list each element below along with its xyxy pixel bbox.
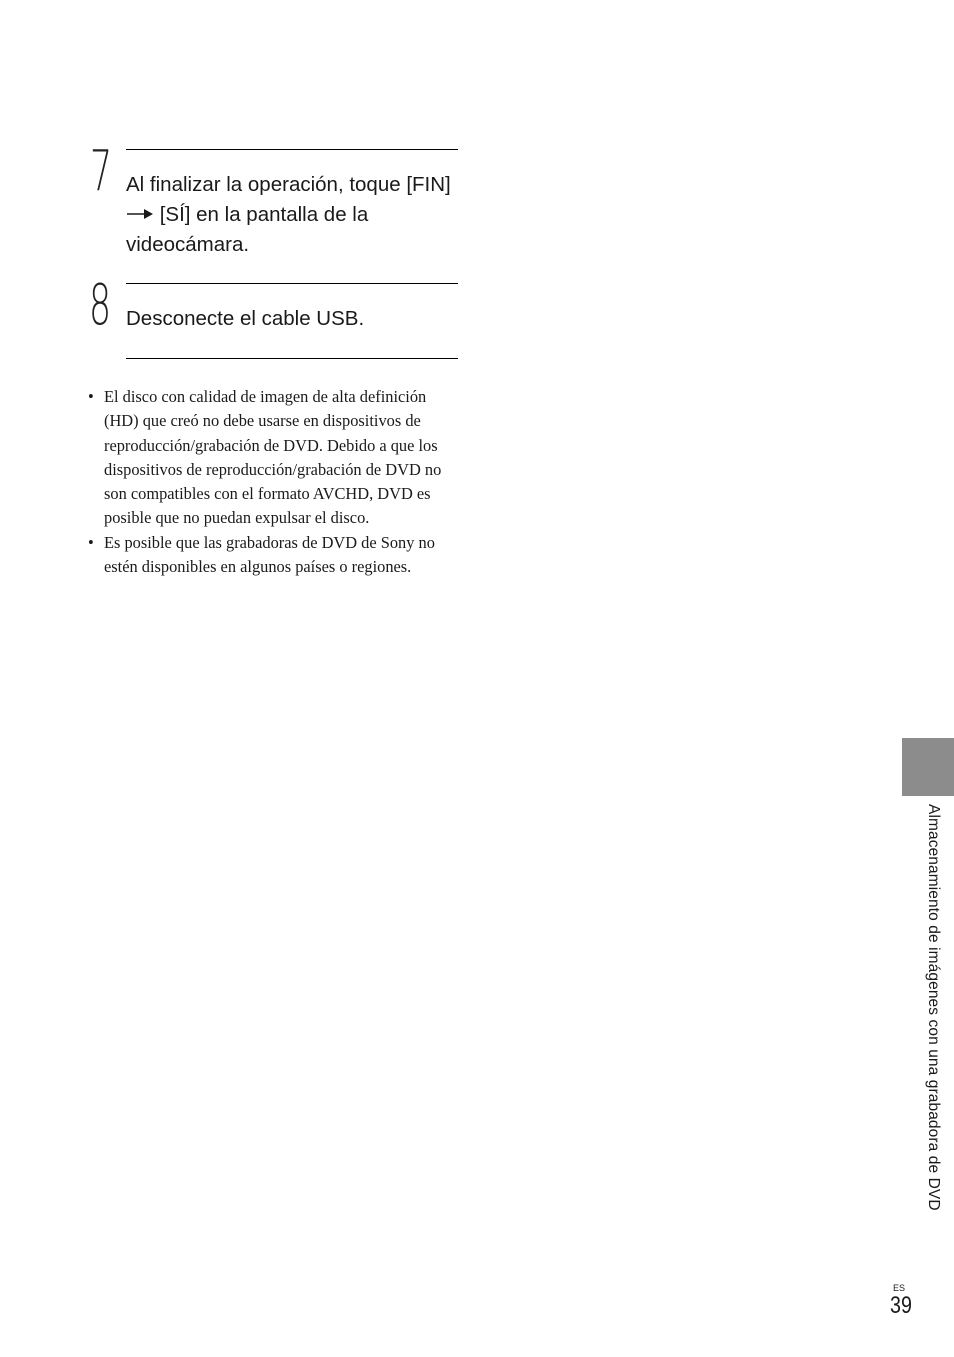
step-8-instruction: Desconecte el cable USB. (126, 307, 365, 330)
note-item (88, 385, 448, 531)
notes-list (88, 385, 448, 579)
steps-bottom-rule (126, 358, 458, 359)
step-7-top-rule (126, 149, 458, 150)
step-7-instruction (126, 170, 466, 260)
note-text: Es posible que las grabadoras de DVD de Sony no estén disponibles en algunos países o regiones. (104, 532, 435, 577)
note-text: El disco con calidad de imagen de alta definición (HD) que creó no debe usarse en dispositivos de reproducción/grabación de DVD. Debido a que los dispositivos de reproducción/grabación de DVD no son compatibles con el formato AVCHD, DVD es posible que no puedan expulsar el disco. (104, 387, 442, 528)
bullet-icon: • (88, 532, 94, 552)
step-7-text-part-1: Al finalizar la operación, toque [FIN] (126, 173, 451, 196)
bullet-icon: • (88, 387, 94, 406)
note-item (88, 531, 448, 580)
step-7-number: 7 (90, 139, 113, 204)
language-code: ES (893, 1283, 906, 1293)
page-number: 39 (890, 1292, 912, 1319)
step-8-top-rule (126, 283, 458, 284)
step-7-text-part-2: [SÍ] en la pantalla de la videocámara. (126, 203, 369, 256)
right-arrow-icon (126, 208, 154, 220)
step-8-number: 8 (89, 273, 112, 338)
section-tab-marker (902, 738, 954, 796)
section-title: Almacenamiento de imágenes con una grabadora de DVD (925, 804, 942, 1211)
